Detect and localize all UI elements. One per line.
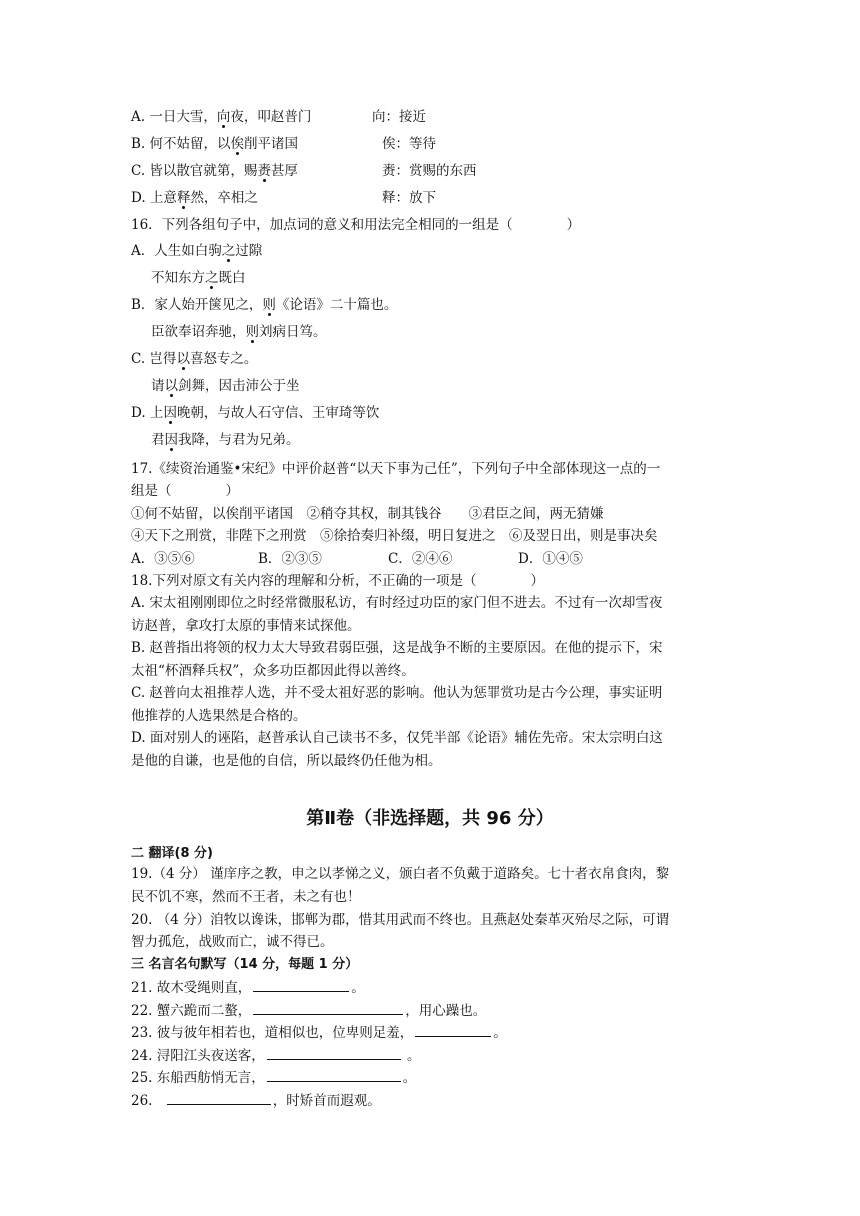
q21: 21. 故木受绳则直， 。 — [131, 977, 365, 998]
section2-title: 二 翻译(8 分) — [131, 846, 213, 861]
emphasis-char: 以 — [176, 351, 190, 367]
answer-blank[interactable] — [253, 1000, 403, 1015]
q17-items-line2: ④天下之刑赏，非陛下之刑赏 ⑤徐拾奏归补缀，明日复进之 ⑥及翌日出，则是事决矣 — [131, 528, 658, 544]
q16-stem: 16．下列各组句子中，加点词的意义和用法完全相同的一组是（ ） — [131, 217, 581, 233]
q15-option-b: B. 何不姑留，以俟削平诸国 — [131, 136, 299, 152]
emphasis-char: 俟 — [230, 136, 245, 152]
q15-gloss-b: 俟：等待 — [382, 136, 436, 152]
part2-title: 第Ⅱ卷（非选择题，共 96 分） — [306, 808, 554, 829]
q16-option-d2: 君因我降，与君为兄弟。 — [151, 432, 300, 448]
answer-blank[interactable] — [267, 1045, 401, 1060]
q15-option-a: A. 一日大雪，向夜，叩赵普门 — [131, 109, 312, 125]
q17-option-d: D．①④⑤ — [518, 551, 583, 567]
q17-stem-line1: 17.《续资治通鉴•宋纪》中评价赵普“以天下事为己任”，下列句子中全部体现这一点的一 — [131, 461, 661, 477]
q18-option-a1: A. 宋太祖刚刚即位之时经常微服私访，有时经过功臣的家门但不进去。不过有一次却雪夜 — [131, 595, 663, 611]
q17-option-c: C．②④⑥ — [388, 551, 453, 567]
q18-option-b1: B. 赵普指出将领的权力太大导致君弱臣强，这是战争不断的主要原因。在他的提示下，宋 — [131, 640, 663, 656]
q16-option-a2: 不知东方之既白 — [151, 270, 246, 286]
q18-option-d1: D. 面对别人的诬陷，赵普承认自己读书不多，仅凭半部《论语》辅佐先帝。宋太宗明白这 — [131, 730, 663, 746]
emphasis-char: 因 — [164, 432, 178, 448]
q16-option-a1: A．人生如白驹之过隙 — [131, 243, 263, 259]
q22: 22. 蟹六跪而二螯， ，用心躁也。 — [131, 1000, 486, 1021]
q15-option-d: D. 上意释然，卒相之 — [131, 190, 258, 206]
q18-stem: 18.下列对原文有关内容的理解和分析，不正确的一项是（ ） — [131, 573, 544, 589]
emphasis-char: 则 — [262, 297, 276, 313]
q23: 23. 彼与彼年相若也，道相似也，位卑则足羞， 。 — [131, 1022, 507, 1043]
answer-blank[interactable] — [253, 977, 349, 992]
q16-option-b1: B．家人始开箧见之，则《论语》二十篇也。 — [131, 297, 398, 313]
q15-gloss-c: 赉：赏赐的东西 — [382, 163, 477, 179]
emphasis-char: 则 — [245, 324, 259, 340]
emphasis-char: 之 — [221, 243, 236, 259]
answer-blank[interactable] — [267, 1067, 401, 1082]
q16-option-d1: D. 上因晚朝，与故人石守信、王审琦等饮 — [131, 405, 380, 421]
q18-option-b2: 太祖“杯酒释兵权”，众多功臣都因此得以善终。 — [131, 663, 415, 679]
emphasis-char: 之 — [205, 270, 219, 286]
q25: 25. 东船西舫悄无言， 。 — [131, 1067, 416, 1088]
q26: 26. ，时矫首而遐观。 — [131, 1090, 381, 1111]
q16-option-c2: 请以剑舞，因击沛公于坐 — [151, 378, 300, 394]
q19-line2: 民不饥不寒，然而不王者，未之有也！ — [131, 889, 361, 905]
q20-line1: 20. （4 分）洎牧以谗诛，邯郸为郡，惜其用武而不终也。且燕赵处秦革灭殆尽之际，可谓 — [131, 912, 670, 928]
emphasis-char: 向 — [216, 109, 231, 125]
emphasis-char: 因 — [163, 405, 177, 421]
q15-gloss-d: 释：放下 — [382, 190, 436, 206]
q18-option-d2: 是他的自谦，也是他的自信，所以最终仍任他为相。 — [131, 753, 442, 769]
q17-options — [131, 549, 583, 569]
q18-option-c2: 他推荐的人选果然是合格的。 — [131, 708, 307, 724]
emphasis-char: 以 — [164, 378, 178, 394]
q18-option-c1: C. 赵普向太祖推荐人选，并不受太祖好恶的影响。他认为惩罪赏功是古今公理，事实证明 — [131, 685, 663, 701]
q15-option-c: C. 皆以散官就第，赐赉甚厚 — [131, 163, 298, 179]
answer-blank[interactable] — [415, 1022, 491, 1037]
q17-option-b: B．②③⑤ — [258, 551, 322, 567]
emphasis-char: 释 — [176, 190, 191, 206]
q17-option-a: A．③⑤⑥ — [131, 551, 195, 567]
q20-line2: 智力孤危，战败而亡，诚不得已。 — [131, 934, 334, 950]
emphasis-char: 赉 — [257, 163, 271, 179]
q19-line1: 19.（4 分） 谨庠序之教，申之以孝悌之义，颁白者不负戴于道路矣。七十者衣帛食肉，黎 — [131, 866, 670, 882]
q24: 24. 浔阳江头夜送客， 。 — [131, 1045, 421, 1066]
section3-title: 三 名言名句默写（14 分，每题 1 分） — [131, 957, 359, 972]
answer-blank[interactable] — [167, 1090, 271, 1105]
q17-items-line1: ①何不姑留，以俟削平诸国 ②稍夺其权，制其钱谷 ③君臣之间，两无猜嫌 — [131, 506, 604, 522]
q15-gloss-a: 向：接近 — [372, 109, 426, 125]
q16-option-b2: 臣欲奉诏奔驰，则刘病日笃。 — [151, 324, 327, 340]
q18-option-a2: 访赵普，拿攻打太原的事情来试探他。 — [131, 618, 361, 634]
q16-option-c1: C. 岂得以喜怒专之。 — [131, 351, 258, 367]
q17-stem-line2: 组是（ ） — [131, 483, 239, 499]
